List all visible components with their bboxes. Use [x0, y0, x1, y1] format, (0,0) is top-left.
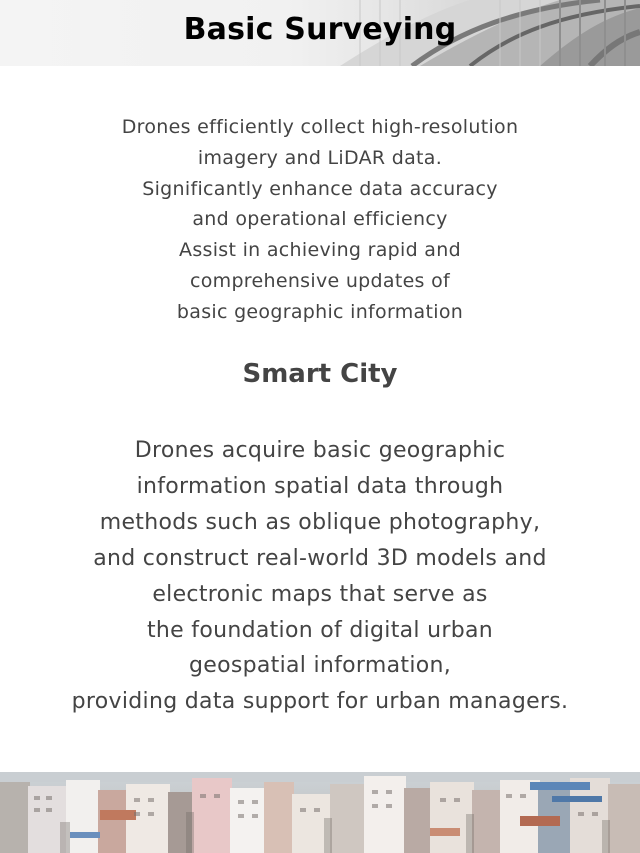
description-line: Assist in achieving rapid and	[179, 239, 461, 262]
header-banner	[0, 0, 640, 66]
description-line: providing data support for urban managers.	[71, 689, 569, 715]
description-line: information spatial data through	[136, 473, 504, 499]
basic-surveying-description	[0, 112, 640, 328]
description-line: electronic maps that serve as	[152, 581, 488, 607]
description-line: and construct real-world 3D models and	[93, 545, 547, 571]
description-line: and operational efficiency	[192, 208, 448, 231]
page-title: Basic Surveying	[183, 12, 457, 47]
description-line: basic geographic information	[176, 300, 464, 323]
city-buildings-image	[0, 772, 640, 853]
smart-city-heading: Smart City	[242, 359, 398, 389]
description-line: the foundation of digital urban	[146, 617, 493, 643]
description-line: Significantly enhance data accuracy	[142, 177, 498, 200]
description-line: Drones acquire basic geographic	[134, 438, 506, 463]
description-line: Drones efficiently collect high-resolution	[121, 116, 519, 138]
city-aerial-photo	[0, 772, 640, 853]
smart-city-description	[0, 433, 640, 720]
description-line: comprehensive updates of	[189, 269, 451, 292]
description-line: methods such as oblique photography,	[99, 509, 541, 535]
description-line: imagery and LiDAR data.	[197, 146, 443, 169]
description-line: geospatial information,	[188, 653, 452, 679]
